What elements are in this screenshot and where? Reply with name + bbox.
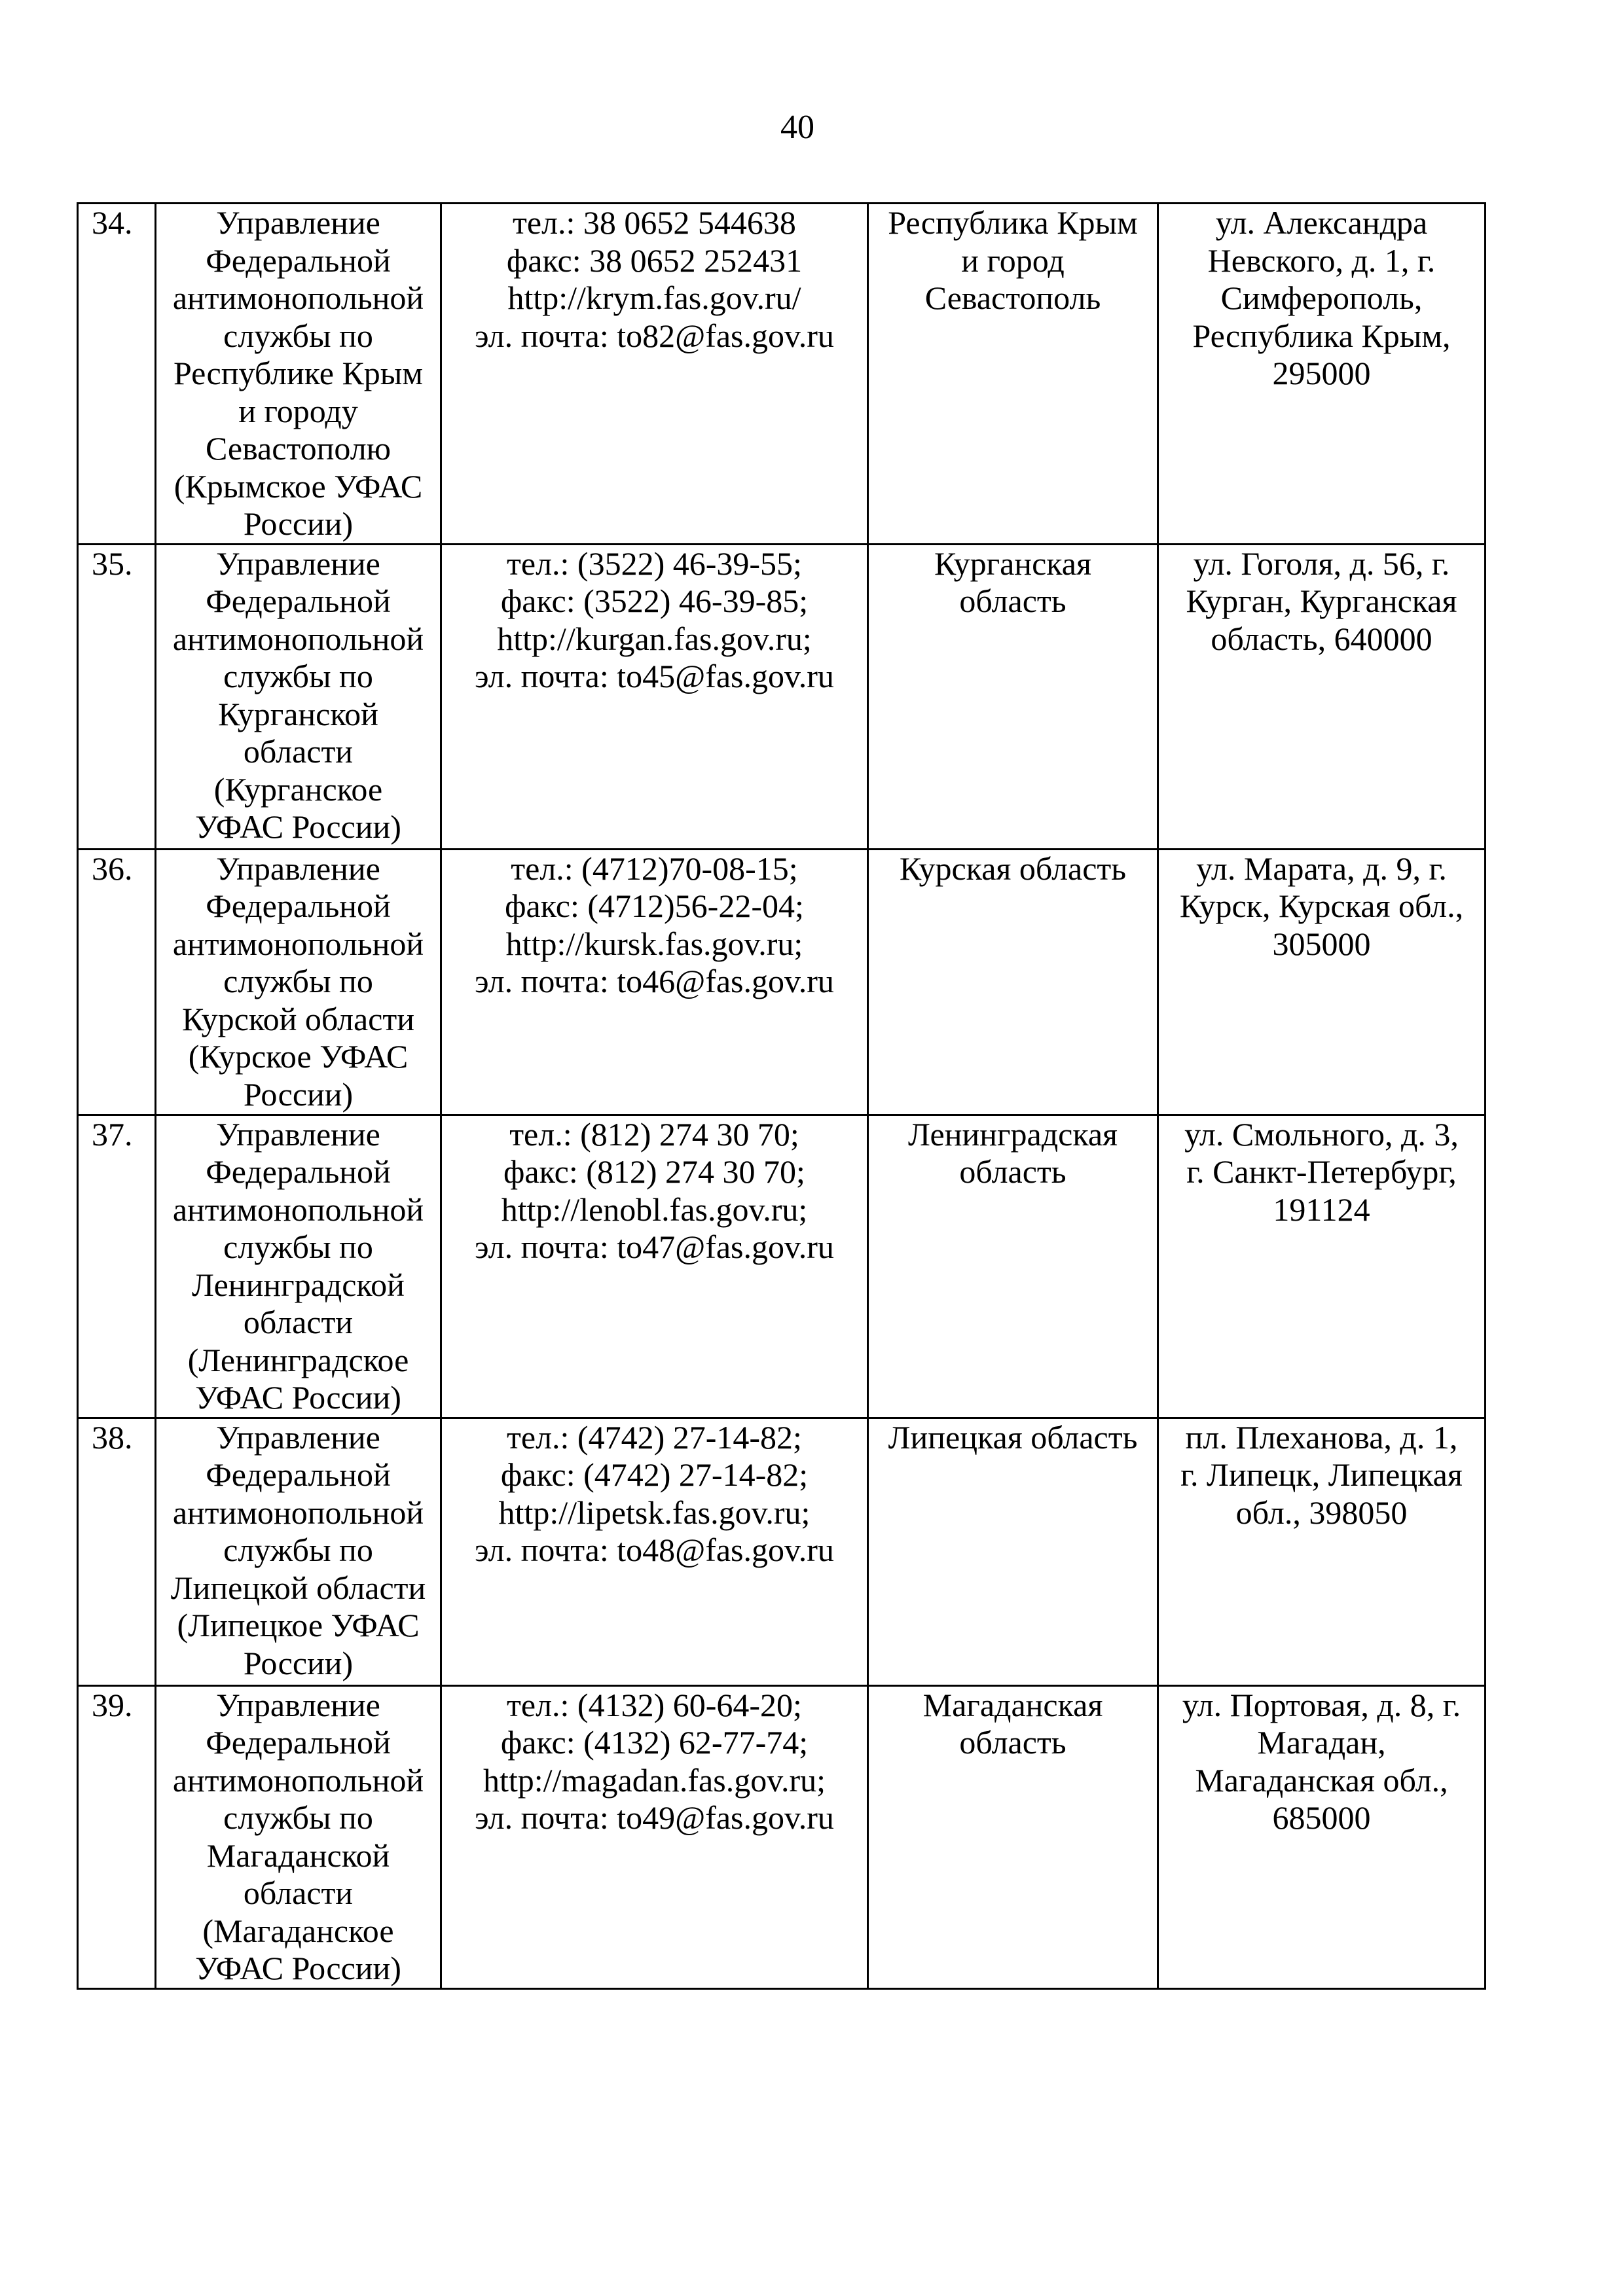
contacts-line[interactable]: эл. почта: to82@fas.gov.ru: [475, 317, 834, 354]
office-name-line: Управление: [216, 545, 380, 582]
address-line: пл. Плеханова, д. 1,: [1185, 1418, 1458, 1456]
address-line: ул. Смольного, д. 3,: [1184, 1115, 1459, 1153]
office-name-line: службы по: [223, 1229, 373, 1265]
contacts-line: факс: (4742) 27-14-82;: [500, 1456, 809, 1493]
row-number: 38.: [78, 1418, 156, 1685]
region-cell: [868, 1418, 1158, 1685]
contacts-line: факс: 38 0652 252431: [506, 242, 803, 279]
office-name-cell: [156, 544, 441, 849]
office-name-line: области: [243, 733, 354, 770]
region-cell: [868, 204, 1158, 545]
address-line: Курган, Курганская: [1186, 583, 1457, 619]
region-line: Севастополь: [924, 279, 1101, 316]
office-name-line: антимонопольной: [172, 1494, 424, 1531]
office-name-line: (Курское УФАС: [188, 1038, 409, 1075]
office-name-line: Севастополю: [205, 430, 392, 467]
region-cell: [868, 1115, 1158, 1418]
address-line: 191124: [1273, 1191, 1370, 1228]
table-row: [78, 1115, 1486, 1418]
office-name-line: Управление: [216, 1418, 380, 1456]
office-name-line: Федеральной: [206, 1456, 391, 1493]
table-row: [78, 204, 1486, 545]
table-row: [78, 544, 1486, 849]
contacts-line[interactable]: эл. почта: to46@fas.gov.ru: [475, 963, 834, 999]
page-number: 40: [780, 109, 814, 146]
office-name-cell: [156, 849, 441, 1115]
office-name-line: Федеральной: [206, 1724, 391, 1761]
office-name-line: Федеральной: [206, 888, 391, 924]
contacts-line[interactable]: http://lenobl.fas.gov.ru;: [501, 1191, 808, 1228]
region-line: область: [959, 1724, 1067, 1761]
office-name-line: антимонопольной: [172, 925, 424, 962]
address-line: ул. Портовая, д. 8, г.: [1182, 1686, 1461, 1723]
office-name-line: и городу: [238, 392, 358, 429]
address-line: Невского, д. 1, г.: [1207, 242, 1436, 279]
address-cell: [1158, 204, 1486, 545]
office-name-line: Ленинградской: [192, 1266, 405, 1303]
address-line: ул. Гоголя, д. 56, г.: [1193, 545, 1450, 582]
office-name-line: антимонопольной: [172, 1761, 424, 1799]
contacts-cell: [441, 1115, 868, 1418]
contacts-line[interactable]: http://magadan.fas.gov.ru;: [483, 1761, 826, 1799]
office-name-line: Федеральной: [206, 242, 391, 279]
address-line: Республика Крым,: [1192, 317, 1451, 354]
contacts-line: факс: (812) 274 30 70;: [503, 1153, 805, 1190]
contacts-line[interactable]: http://krym.fas.gov.ru/: [507, 279, 801, 316]
table-row: [78, 1685, 1486, 1988]
address-line: ул. Александра: [1215, 204, 1428, 241]
office-name-line: (Магаданское: [202, 1912, 394, 1949]
table-row: [78, 1418, 1486, 1685]
region-line: область: [959, 1153, 1067, 1190]
office-name-line: службы по: [223, 658, 373, 694]
contacts-line[interactable]: эл. почта: to47@fas.gov.ru: [475, 1229, 834, 1265]
contacts-cell: [441, 1685, 868, 1988]
address-cell: [1158, 544, 1486, 849]
office-name-line: Управление: [216, 1686, 380, 1723]
contacts-line[interactable]: http://kursk.fas.gov.ru;: [505, 925, 803, 962]
address-cell: [1158, 1115, 1486, 1418]
office-name-line: России): [243, 1075, 354, 1113]
contacts-line[interactable]: http://lipetsk.fas.gov.ru;: [498, 1494, 811, 1531]
region-line: Курганская: [934, 545, 1091, 582]
office-name-line: антимонопольной: [172, 279, 424, 316]
office-name-cell: [156, 204, 441, 545]
contacts-line[interactable]: эл. почта: to45@fas.gov.ru: [475, 658, 834, 694]
ufas-contacts-table: [77, 202, 1486, 1990]
office-name-line: УФАС России): [195, 1950, 401, 1986]
region-line: Республика Крым: [888, 204, 1138, 241]
row-number: 36.: [78, 849, 156, 1115]
contacts-line: тел.: (812) 274 30 70;: [509, 1115, 799, 1153]
contacts-line: тел.: (4132) 60-64-20;: [507, 1686, 802, 1723]
contacts-line[interactable]: эл. почта: to49@fas.gov.ru: [475, 1799, 834, 1836]
contacts-line: тел.: (3522) 46-39-55;: [507, 545, 802, 582]
region-cell: [868, 544, 1158, 849]
address-line: 295000: [1272, 355, 1371, 391]
contacts-line: тел.: (4742) 27-14-82;: [507, 1418, 802, 1456]
region-cell: [868, 849, 1158, 1115]
address-line: ул. Марата, д. 9, г.: [1196, 850, 1447, 887]
address-line: г. Санкт-Петербург,: [1186, 1153, 1457, 1190]
office-name-line: Курганской: [218, 695, 378, 732]
contacts-line[interactable]: http://kurgan.fas.gov.ru;: [497, 620, 812, 657]
address-line: область, 640000: [1211, 620, 1432, 657]
office-name-line: антимонопольной: [172, 620, 424, 657]
address-cell: [1158, 1418, 1486, 1685]
office-name-line: России): [243, 1644, 354, 1681]
address-line: обл., 398050: [1235, 1494, 1408, 1531]
contacts-cell: [441, 204, 868, 545]
address-line: Курск, Курская обл.,: [1179, 888, 1464, 924]
address-cell: [1158, 1685, 1486, 1988]
row-number: 37.: [78, 1115, 156, 1418]
office-name-line: (Крымское УФАС: [173, 467, 423, 505]
address-line: г. Липецк, Липецкая: [1180, 1456, 1463, 1493]
region-line: область: [959, 583, 1067, 619]
address-line: 305000: [1272, 925, 1371, 962]
address-cell: [1158, 849, 1486, 1115]
office-name-line: Курской области: [182, 1000, 414, 1037]
office-name-line: УФАС России): [195, 1379, 401, 1416]
office-name-line: Управление: [216, 850, 380, 887]
office-name-line: Управление: [216, 204, 380, 241]
office-name-cell: [156, 1685, 441, 1988]
contacts-line: факс: (4712)56-22-04;: [505, 888, 804, 924]
contacts-line[interactable]: эл. почта: to48@fas.gov.ru: [475, 1532, 834, 1568]
office-name-line: области: [243, 1874, 354, 1911]
contacts-line: факс: (4132) 62-77-74;: [500, 1724, 809, 1761]
address-line: Симферополь,: [1220, 279, 1423, 316]
region-cell: [868, 1685, 1158, 1988]
contacts-line: тел.: 38 0652 544638: [513, 204, 796, 241]
office-name-line: области: [243, 1304, 354, 1340]
office-name-line: УФАС России): [195, 808, 401, 845]
office-name-line: Магаданской: [206, 1837, 390, 1874]
row-number: 39.: [78, 1685, 156, 1988]
office-name-line: (Ленинградское: [187, 1341, 409, 1378]
region-line: Магаданская: [922, 1686, 1103, 1723]
office-name-cell: [156, 1418, 441, 1685]
office-name-line: службы по: [223, 1532, 373, 1568]
office-name-line: Управление: [216, 1115, 380, 1153]
office-name-line: службы по: [223, 317, 373, 354]
office-name-line: Липецкой области: [170, 1569, 426, 1606]
office-name-line: Республике Крым: [173, 355, 424, 391]
office-name-line: антимонопольной: [172, 1191, 424, 1228]
row-number: 35.: [78, 544, 156, 849]
region-line: Липецкая область: [888, 1418, 1138, 1456]
office-name-line: Федеральной: [206, 1153, 391, 1190]
address-line: 685000: [1272, 1799, 1371, 1836]
region-line: Курская область: [899, 850, 1127, 887]
contacts-line: тел.: (4712)70-08-15;: [511, 850, 798, 887]
office-name-line: Федеральной: [206, 583, 391, 619]
address-line: Магаданская обл.,: [1195, 1761, 1448, 1799]
region-line: и город: [961, 242, 1065, 279]
contacts-cell: [441, 849, 868, 1115]
office-name-line: (Липецкое УФАС: [177, 1607, 420, 1643]
address-line: Магадан,: [1257, 1724, 1386, 1761]
office-name-line: службы по: [223, 963, 373, 999]
table-row: [78, 849, 1486, 1115]
office-name-cell: [156, 1115, 441, 1418]
office-name-line: службы по: [223, 1799, 373, 1836]
contacts-cell: [441, 1418, 868, 1685]
region-line: Ленинградская: [907, 1115, 1118, 1153]
office-name-line: (Курганское: [213, 770, 383, 808]
contacts-cell: [441, 544, 868, 849]
row-number: 34.: [78, 204, 156, 545]
contacts-line: факс: (3522) 46-39-85;: [500, 583, 809, 619]
office-name-line: России): [243, 505, 354, 542]
